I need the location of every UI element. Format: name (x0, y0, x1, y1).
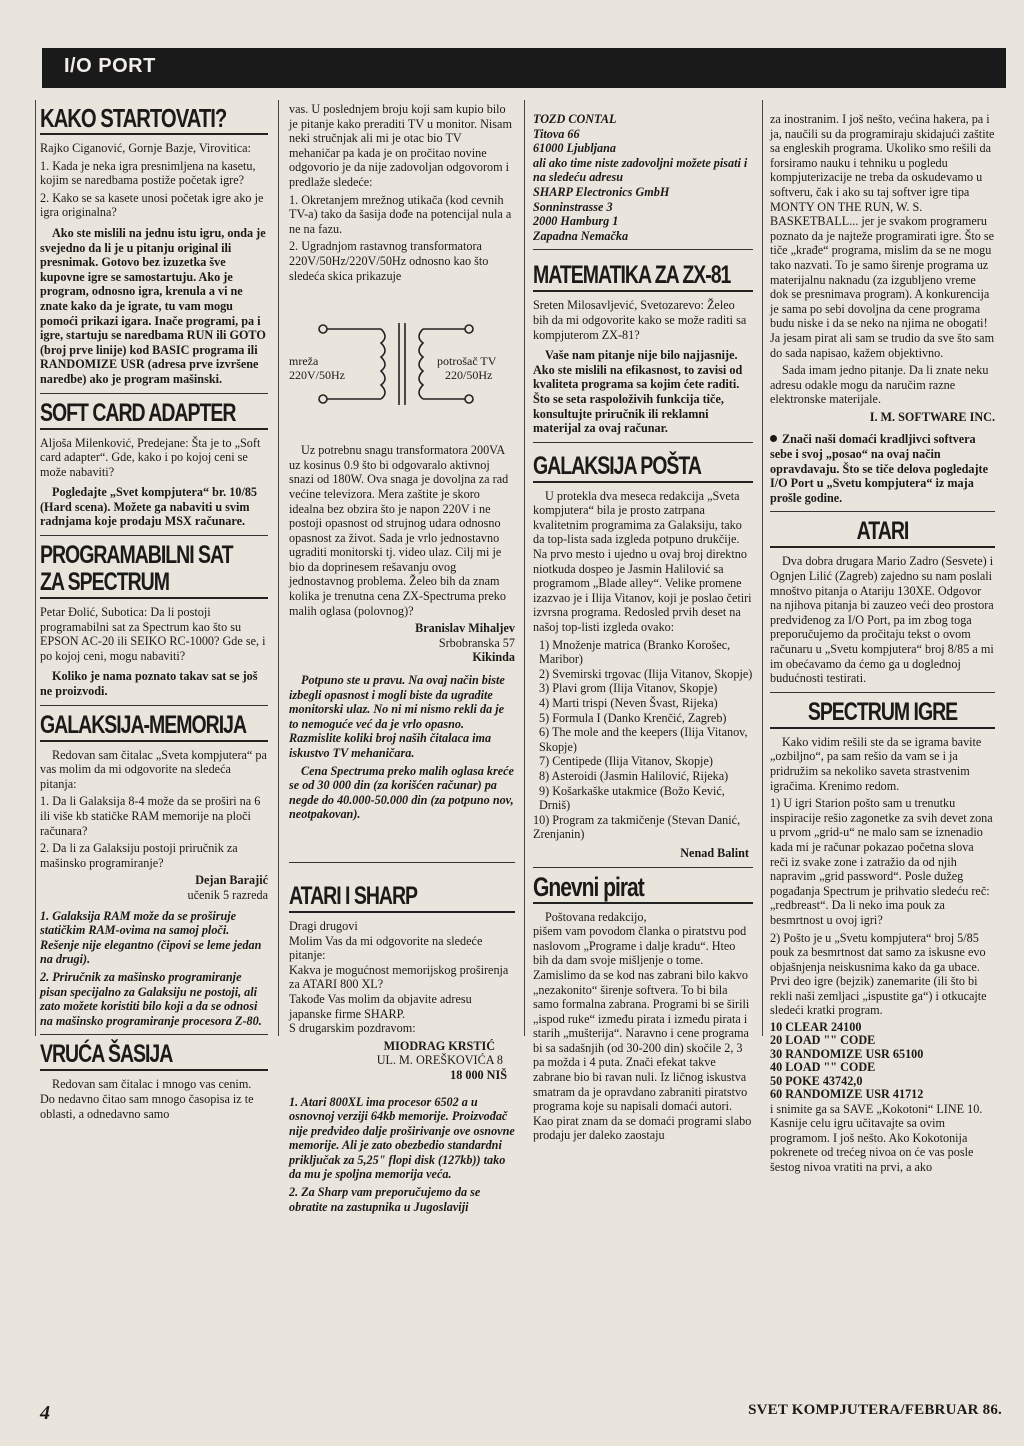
heading-galaksija-memorija: GALAKSIJA-MEMORIJA (40, 710, 247, 739)
answer-text: Cena Spectruma preko malih oglasa kreće se od 30 000 din (za korišćen računar) pa negde do 40.000-50.000 din (za potpuno nov, neotpakovan). (289, 763, 514, 822)
question-text: 2. Da li za Galaksiju postoji priručnik za mašinsko programiranje? (40, 841, 238, 870)
toplist-item: 6) The mole and the keepers (Ilija Vitanov, Skopje) (539, 725, 748, 754)
letter-text: 2. Ugradnjom rastavnog transformatora 220V/50Hz/220V/50Hz odnosno kao što sledeća skica prikazuje (289, 239, 489, 283)
letter-text: Poštovana redakcijo, (545, 909, 647, 924)
signature-address: UL. M. OREŠKOVIĆA 8 (376, 1053, 503, 1068)
letter-text: za inostranim. I još nešto, većina hakera, pa i ja, naučili su da programiraju skidajući zaštite sa engleskih programa. Ukoliko smo rešili da forsiramo nauku i tehniku u pogledu kompjuterizacije ne treba da oskudevamo u softveru, čak i ako su taj softver igre tipa MONTY ON THE RUN, W. S. BASKETBALL... jer je svakom programeru poznato da je najteže programirati igre. Što se tiče „krađe“ programa, mislim da se ne mogu tako nazvati. To je samo širenje programa uz materijalnu naknadu (za izgubljeno vreme dok se presnimava program). A konkurencija je sama po sebi dovoljna da cene programa budu niske i da se neko na njima ne obogati! Ja jesam pirat ali sam se trudio da sve što sam do sada napisao, kažem objektivno. (770, 112, 995, 360)
title-rule (40, 1069, 268, 1071)
title-rule (770, 546, 995, 548)
program-line: 50 POKE 43742,0 (770, 1073, 863, 1088)
section-rule (289, 862, 515, 863)
heading-za-spectrum: ZA SPECTRUM (40, 568, 169, 597)
answer-text: Potpuno ste u pravu. Na ovaj način biste izbegli opasnost i mogli biste da ugradite monitorski ulaz. No ni mi nismo rekli da je to nemoguće već da je vrlo opasno. Razmislite koliki broj naših čitalaca ima iskustvo TV mehaničara. (289, 673, 505, 760)
signature-address: Srbobranska 57 (438, 635, 515, 650)
letter-text: 1. Okretanjem mrežnog utikača (kod cevnih TV-a) tako da šasija dođe na potencijal nula a ne na fazu. (289, 192, 512, 236)
title-rule (770, 727, 995, 729)
address-line: TOZD CONTAL (533, 112, 617, 126)
toplist-item: 7) Centipede (Ilija Vitanov, Skopje) (539, 754, 713, 769)
column-divider (762, 100, 763, 1036)
address-line: ali ako time niste zadovoljni možete pisati i na sledeću adresu (533, 155, 748, 185)
page-number: 4 (40, 1402, 50, 1424)
heading-spectrum-igre: SPECTRUM IGRE (807, 697, 958, 726)
address-line: Sonninstrasse 3 (533, 199, 613, 214)
signature-city: Kikinda (472, 650, 515, 665)
magazine-footer: SVET KOMPJUTERA/FEBRUAR 86. (748, 1402, 1002, 1418)
signature: MIODRAG KRSTIĆ (383, 1038, 495, 1053)
signature: Branislav Mihaljev (415, 621, 515, 636)
column-border (35, 100, 36, 1036)
toplist-item: 2) Svemirski trgovac (Ilija Vitanov, Skopje) (539, 666, 753, 681)
letter-text: Dragi drugovi Molim Vas da mi odgovorite na sledeće pitanje: Kakva je mogućnost memorijskog proširenja za ATARI 800 XL? Takođe Vas molim da objavite adresu japanske firme SHARP. S drugarskim pozdravom: (289, 918, 509, 1036)
address-line: SHARP Electronics GmbH (533, 184, 670, 199)
section-rule (40, 535, 268, 536)
answer-text: Pogledajte „Svet kompjutera“ br. 10/85 (Hard scena). Možete ga nabaviti u svim radnjama koje prodaju MSX računare. (40, 485, 258, 529)
question-text: Redovan sam čitalac „Sveta kompjutera“ pa vas molim da mi odgovorite na sledeća pitanja: (40, 747, 267, 791)
heading-gnevni-pirat: Gnevni pirat (533, 871, 644, 902)
letter-text: pišem vam povodom članka o piratstvu pod naslovom „Programe i dalje kradu“. Hteo bih da dam svoje mišljenje o tome. Zamislimo da se kod nas zabrani bilo kakvo „nezakonito“ širenje softvera. To bi bila samo formalna zabrana. Programi bi se širili „ispod ruke“ između pirata i između pirata i starih „mušterija“. Naravno i cene programa bi sa sadašnjih (od 30-200 din) skočile 2, 3 pa možda i 4 puta. Znači efekat takve zabrane bio bi ravan nuli. Iz ličnog iskustva smatram da je opravdano zabraniti piratstvo programa koje su napisali domaći autori. Kao pirat znam da se domaći programi slabo prodaju jer daleko zaostaju (533, 924, 752, 1143)
title-rule (533, 481, 753, 483)
program-line: 20 LOAD "" CODE (770, 1033, 876, 1048)
heading-atari-i-sharp: ATARI I SHARP (289, 881, 418, 910)
question-text: 1. Kada je neka igra presnimljena na kasetu, kojim se naredbama postiže početak igre? (40, 158, 256, 188)
signature: Nenad Balint (680, 845, 749, 860)
toplist-item: 10) Program za takmičenje (Stevan Danić, Zrenjanin) (533, 812, 741, 842)
letter-text: Sada imam jedno pitanje. Da li znate neku adresu odakle mogu da naručim razne elektronske materijale. (770, 363, 989, 407)
letter-text: i snimite ga sa SAVE „Kokotoni“ LINE 10. Kasnije celu igru učitavajte sa ovim programom. I još nešto. Ako Kokotonija pokrenete od trećeg nivoa on će vas posle šestog nivoa vratiti na prvi, a ako (770, 1101, 983, 1174)
section-rule (770, 692, 995, 693)
column-4 (770, 112, 995, 1177)
answer-text: Koliko je nama poznato takav sat se još ne proizvodi. (40, 669, 258, 699)
section-rule (40, 705, 268, 706)
section-rule (533, 867, 753, 868)
address-line: Zapadna Nemačka (533, 228, 629, 243)
heading-kako-startovati: KAKO STARTOVATI? (40, 103, 227, 133)
signature-note: učenik 5 razreda (187, 887, 268, 902)
title-rule (40, 428, 268, 430)
heading-programabilni-sat: PROGRAMABILNI SAT (40, 541, 233, 570)
question-text: 2. Kako se sa kasete unosi početak igre ako je igra originalna? (40, 190, 264, 220)
answer-text: 2. Priručnik za mašinsko programiranje pisan specijalno za Galaksiju ne postoji, ali zato možete koristiti bilo koji a da se odnosi na mašinsko programiranje procesora Z-80. (40, 969, 262, 1028)
answer-text: Ako ste mislili na jednu istu igru, onda je svejedno da li je u pitanju original ili presnimak. Gotovo bez izuzetka šve kupovne igre se samostartuju. Ako je program, odnosno igra, krenula a vi ne znate kako da je igrate, tu vam mogu pomoći prikazi igara. Inače programi, pa i igre, startuju se naredbama RUN ili GOTO (broj prve linije) kod BASIC programa ili RANDOMIZE USR (adresa prve izvršene naredbe) ako je program mašinski. (40, 225, 266, 386)
program-line: 40 LOAD "" CODE (770, 1060, 876, 1075)
title-rule (40, 597, 268, 599)
diagram-label-output-voltage: 220/50Hz (445, 368, 493, 383)
question-text: Redovan sam čitalac i mnogo vas cenim. Do nedavno čitao sam mnogo časopisa iz te oblasti, a odnedavno samo (40, 1077, 254, 1121)
title-rule (40, 133, 268, 135)
question-text: 1. Da li Galaksija 8-4 može da se proširi na 6 ili više kb statičke RAM memorije na ploči računara? (40, 794, 261, 838)
heading-matematika-za-zx81: MATEMATIKA ZA ZX-81 (533, 261, 731, 290)
title-rule (40, 740, 268, 742)
program-line: 10 CLEAR 24100 (770, 1020, 862, 1035)
section-header-bar (42, 48, 1006, 88)
section-rule (770, 511, 995, 512)
letter-text: vas. U poslednjem broju koji sam kupio bilo je pitanje kako preraditi TV u monitor. Nisam neki stručnjak ali mi je otac bio TV mehaničar pa kada je on pročitao novine odgovorio je da nije zadovoljan odgovorom i predlaže sledeće: (289, 102, 512, 189)
answer-text: 1. Galaksija RAM može da se proširuje statičkim RAM-ovima na samoj ploči. Rešenje nije elegantno (čipovi se leme jedan na drugi). (40, 908, 262, 967)
question-text: Sreten Milosavljević, Svetozarevo: Želeo bih da mi odgovorite kako se može raditi sa kompjuterom ZX-81? (533, 298, 747, 342)
diagram-label-output: potrošač TV (437, 354, 497, 369)
program-line: 30 RANDOMIZE USR 65100 (770, 1046, 924, 1061)
bullet-icon (770, 435, 777, 442)
diagram-label-input-voltage: 220V/50Hz (289, 368, 345, 383)
heading-soft-card-adapter: SOFT CARD ADAPTER (40, 398, 236, 427)
letter-text: Kako vidim rešili ste da se igrama bavite „ozbiljno“, pa sam rešio da vam se i ja pridružim sa nekoliko saveta strastvenim igračima. Krenimo redom. (770, 734, 982, 793)
heading-vruca-sasija: VRUĆA ŠASIJA (40, 1040, 173, 1069)
question-text: Aljoša Milenković, Predejane: Šta je to „Soft card adapter“. Gde, kako i po kojoj ceni se može nabaviti? (40, 435, 261, 479)
answer-text: Vaše nam pitanje nije bilo najjasnije. Ako ste mislili na efikasnost, to zavisi od kvaliteta programa sa kojim ćete raditi. Što se seta raspoloživih funkcija tiče, konsultujte priručnik ili reklamni materijal za ovaj računar. (533, 348, 743, 436)
column-divider (524, 100, 525, 1036)
section-rule (533, 249, 753, 250)
column-divider (278, 100, 279, 1036)
answer-text: 1. Atari 800XL ima procesor 6502 a u osnovnoj verziji 64kb memorije. Proizvođač nije predvideo dalje proširivanje ove osnovne memorije. Ali je zato obezbedio standardni priključak za 5,25" flopi disk (127kb)) tako da mu je spoljna memorija veća. (289, 1094, 515, 1182)
letter-text: 1) U igri Starion pošto sam u trenutku inspiracije rešio zagonetke za svih devet zona u prvom „grid-u“ ne malo sam se iznenadio kada mi je računar pokazao početna slova reči iz svake zone i zatražio da od njih napravim „grid password“. Posle dužeg pogađanja Spectrum je prihvatio sledeću reč: „redbreast“. Da li neko ima pouk za besmrtnost u ovoj igri? (770, 796, 993, 927)
column-1 (40, 105, 268, 1124)
program-line: 60 RANDOMIZE USR 41712 (770, 1087, 924, 1102)
transformer-schematic (289, 289, 515, 439)
heading-galaksija-posta: GALAKSIJA POŠTA (533, 451, 701, 480)
toplist-item: 4) Marti trispi (Neven Švast, Rijeka) (539, 696, 718, 710)
section-rule (40, 1034, 268, 1035)
title-rule (289, 911, 515, 913)
toplist-item: 9) Košarkaške utakmice (Božo Kević, Drniš) (539, 783, 725, 813)
address-line: Titova 66 (533, 126, 580, 141)
toplist-item: 8) Asteroidi (Jasmin Halilović, Rijeka) (539, 768, 729, 783)
signature: I. M. SOFTWARE INC. (869, 409, 995, 424)
heading-atari: ATARI (856, 517, 909, 546)
question-text: Petar Đolić, Subotica: Da li postoji programabilni sat za Spectrum kao što su EPSON AC-20 ili SEIKO RC-1000? Gde se, i po kojoj ceni, mogu nabaviti? (40, 605, 266, 663)
column-3 (533, 112, 753, 1146)
title-rule (533, 290, 753, 292)
signature: Dejan Barajić (195, 873, 268, 888)
answer-text: 2. Za Sharp vam preporučujemo da se obratite na zastupnika u Jugoslaviji (289, 1185, 481, 1214)
title-rule (533, 902, 753, 904)
section-title: I/O PORT (64, 55, 156, 77)
address-line: 2000 Hamburg 1 (533, 214, 619, 229)
signature-city: 18 000 NIŠ (450, 1067, 507, 1082)
section-rule (533, 442, 753, 443)
column-2 (289, 102, 515, 1217)
section-rule (40, 393, 268, 394)
answer-text (770, 432, 995, 505)
basic-program-listing (770, 1021, 995, 1101)
toplist-item: 1) Množenje matrica (Branko Korošec, Maribor) (539, 637, 731, 667)
article-text: U protekla dva meseca redakcija „Sveta kompjutera“ bila je prosto zatrpana kvalitetnim programima za Galaksiju, tako da top-lista sada izgleda potpuno drukčije. Na prvo mesto i ujedno u ovaj broj direktno niotkuda dospeo je Jasmin Halilović sa programom „Blade alley“. Velike promene izazvao je i Ilija Vitanov, koji je poslao četiri izvrsna programa. Redosled prvih deset na našoj top-listi izgleda ovako: (533, 488, 752, 635)
letter-text: Uz potrebnu snagu transformatora 200VA uz kosinus 0.9 što bi odgovaralo aktivnoj snazi od 180W. Ova snaga je dovoljna za rad većine televizora. Mera zaštite je skoro idealna bez obzira što je napon 220V i ne postoji opasnost od strujnog udara odnosno opasnost za život. Sada je vrlo jednostavno ugraditi monitorski tj. video ulaz. Cilj mi je bio da doprinesem rešavanju ovog jednostavnog problema. Želeo bih da znam kolika je trenutna cena ZX-Spectruma preko malih oglasa (polovnog)? (289, 443, 509, 618)
question-text: Rajko Ciganović, Gornje Bazje, Virovitica: (40, 141, 251, 155)
article-text: Dva dobra drugara Mario Zadro (Sesvete) i Ognjen Lilić (Zagreb) zajedno su nam poslali mnoštvo pitanja o Atariju 130XE. Odgovor na njihova pitanja bi zauzeo veći deo prostora predviđenog za I/O Port, pa im zbog toga preporučujemo da pročitaju tekst o ovom računaru u „Svetu kompjutera“ broj 8/85 a mi im obećavamo da ćemo ga u doglednoj budućnosti testirati. (770, 554, 994, 686)
toplist-item: 5) Formula I (Danko Krenčić, Zagreb) (539, 710, 727, 725)
answer-body: Znači naši domaći kradljivci softvera sebe i svoj „posao“ na ovaj način opravdavaju. Što se tiče delova pogledajte I/O Port u „Svetu kompjutera“ iz maja prošle godine. (770, 432, 989, 505)
toplist-item: 3) Plavi grom (Ilija Vitanov, Skopje) (539, 681, 718, 696)
address-line: 61000 Ljubljana (533, 141, 616, 156)
letter-text: 2) Pošto je u „Svetu kompjutera“ broj 5/85 pouk za besmrtnost dat samo za iskusne evo objašnjenja neiskusnima kako da ga ubace. Prvi deo igre (bejzik) zanemarite (ili što bi rekli naši zemljaci „ispustite ga“) i otkucajte sledeći kratki program. (770, 930, 987, 1018)
diagram-label-input: mreža (289, 354, 319, 369)
